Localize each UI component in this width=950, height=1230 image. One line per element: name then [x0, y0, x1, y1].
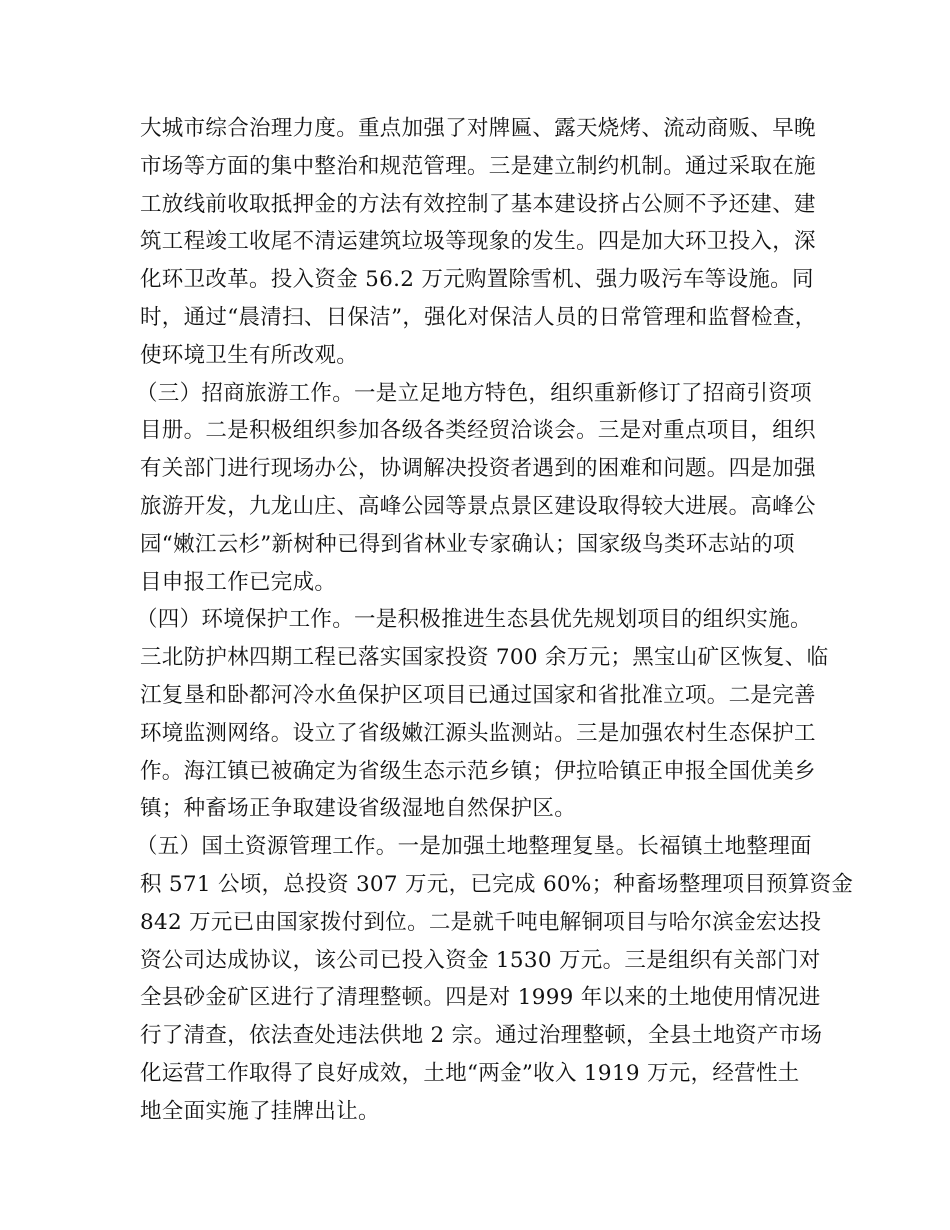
text-line: 镇；种畜场正争取建设省级湿地自然保护区。	[140, 796, 577, 822]
text-line: 筑工程竣工收尾不清运建筑垃圾等现象的发生。四是加大环卫投入，深	[140, 229, 816, 255]
section-heading-line: （五）国土资源管理工作。一是加强土地整理复垦。长福镇土地整理面	[136, 834, 812, 860]
text-line: 行了清查，依法查处违法供地 2 宗。通过治理整顿，全县土地资产市场	[140, 1023, 823, 1049]
text-line: 资公司达成协议，该公司已投入资金 1530 万元。三是组织有关部门对	[140, 947, 821, 973]
text-line: 园“嫩江云杉”新树种已得到省林业专家确认；国家级鸟类环志站的项	[140, 531, 795, 557]
text-line: 旅游开发，九龙山庄、高峰公园等景点景区建设取得较大进展。高峰公	[140, 493, 816, 519]
text-line: 化运营工作取得了良好成效，土地“两金”收入 1919 万元，经营性土	[140, 1060, 800, 1086]
section-heading-line: （三）招商旅游工作。一是立足地方特色，组织重新修订了招商引资项	[136, 380, 812, 406]
text-line: 作。海江镇已被确定为省级生态示范乡镇；伊拉哈镇正申报全国优美乡	[140, 758, 816, 784]
text-line: 环境监测网络。设立了省级嫩江源头监测站。三是加强农村生态保护工	[140, 720, 816, 746]
text-line: 目册。二是积极组织参加各级各类经贸洽谈会。三是对重点项目，组织	[140, 418, 816, 444]
text-line: 时，通过“晨清扫、日保洁”，强化对保洁人员的日常管理和监督检查，	[140, 304, 817, 330]
text-line: 三北防护林四期工程已落实国家投资 700 余万元；黑宝山矿区恢复、临	[140, 645, 829, 671]
text-line: 工放线前收取抵押金的方法有效控制了基本建设挤占公厕不予还建、建	[140, 191, 816, 217]
text-line: 化环卫改革。投入资金 56.2 万元购置除雪机、强力吸污车等设施。同	[140, 267, 814, 293]
body-text	[136, 110, 854, 1131]
text-line: 积 571 公顷，总投资 307 万元，已完成 60%；种畜场整理项目预算资金	[140, 871, 854, 897]
text-line: 江复垦和卧都河冷水鱼保护区项目已通过国家和省批准立项。二是完善	[140, 682, 816, 708]
text-line: 842 万元已由国家拨付到位。二是就千吨电解铜项目与哈尔滨金宏达投	[140, 909, 822, 935]
text-line: 有关部门进行现场办公，协调解决投资者遇到的困难和问题。四是加强	[140, 456, 816, 482]
section-heading-line: （四）环境保护工作。一是积极推进生态县优先规划项目的组织实施。	[136, 607, 812, 633]
text-line: 使环境卫生有所改观。	[140, 342, 359, 368]
text-line: 大城市综合治理力度。重点加强了对牌匾、露天烧烤、流动商贩、早晚	[140, 116, 816, 141]
text-line: 市场等方面的集中整治和规范管理。三是建立制约机制。通过采取在施	[140, 153, 816, 179]
text-line: 目申报工作已完成。	[140, 569, 337, 595]
text-line: 全县砂金矿区进行了清理整顿。四是对 1999 年以来的土地使用情况进	[140, 985, 821, 1011]
text-line: 地全面实施了挂牌出让。	[140, 1098, 380, 1124]
